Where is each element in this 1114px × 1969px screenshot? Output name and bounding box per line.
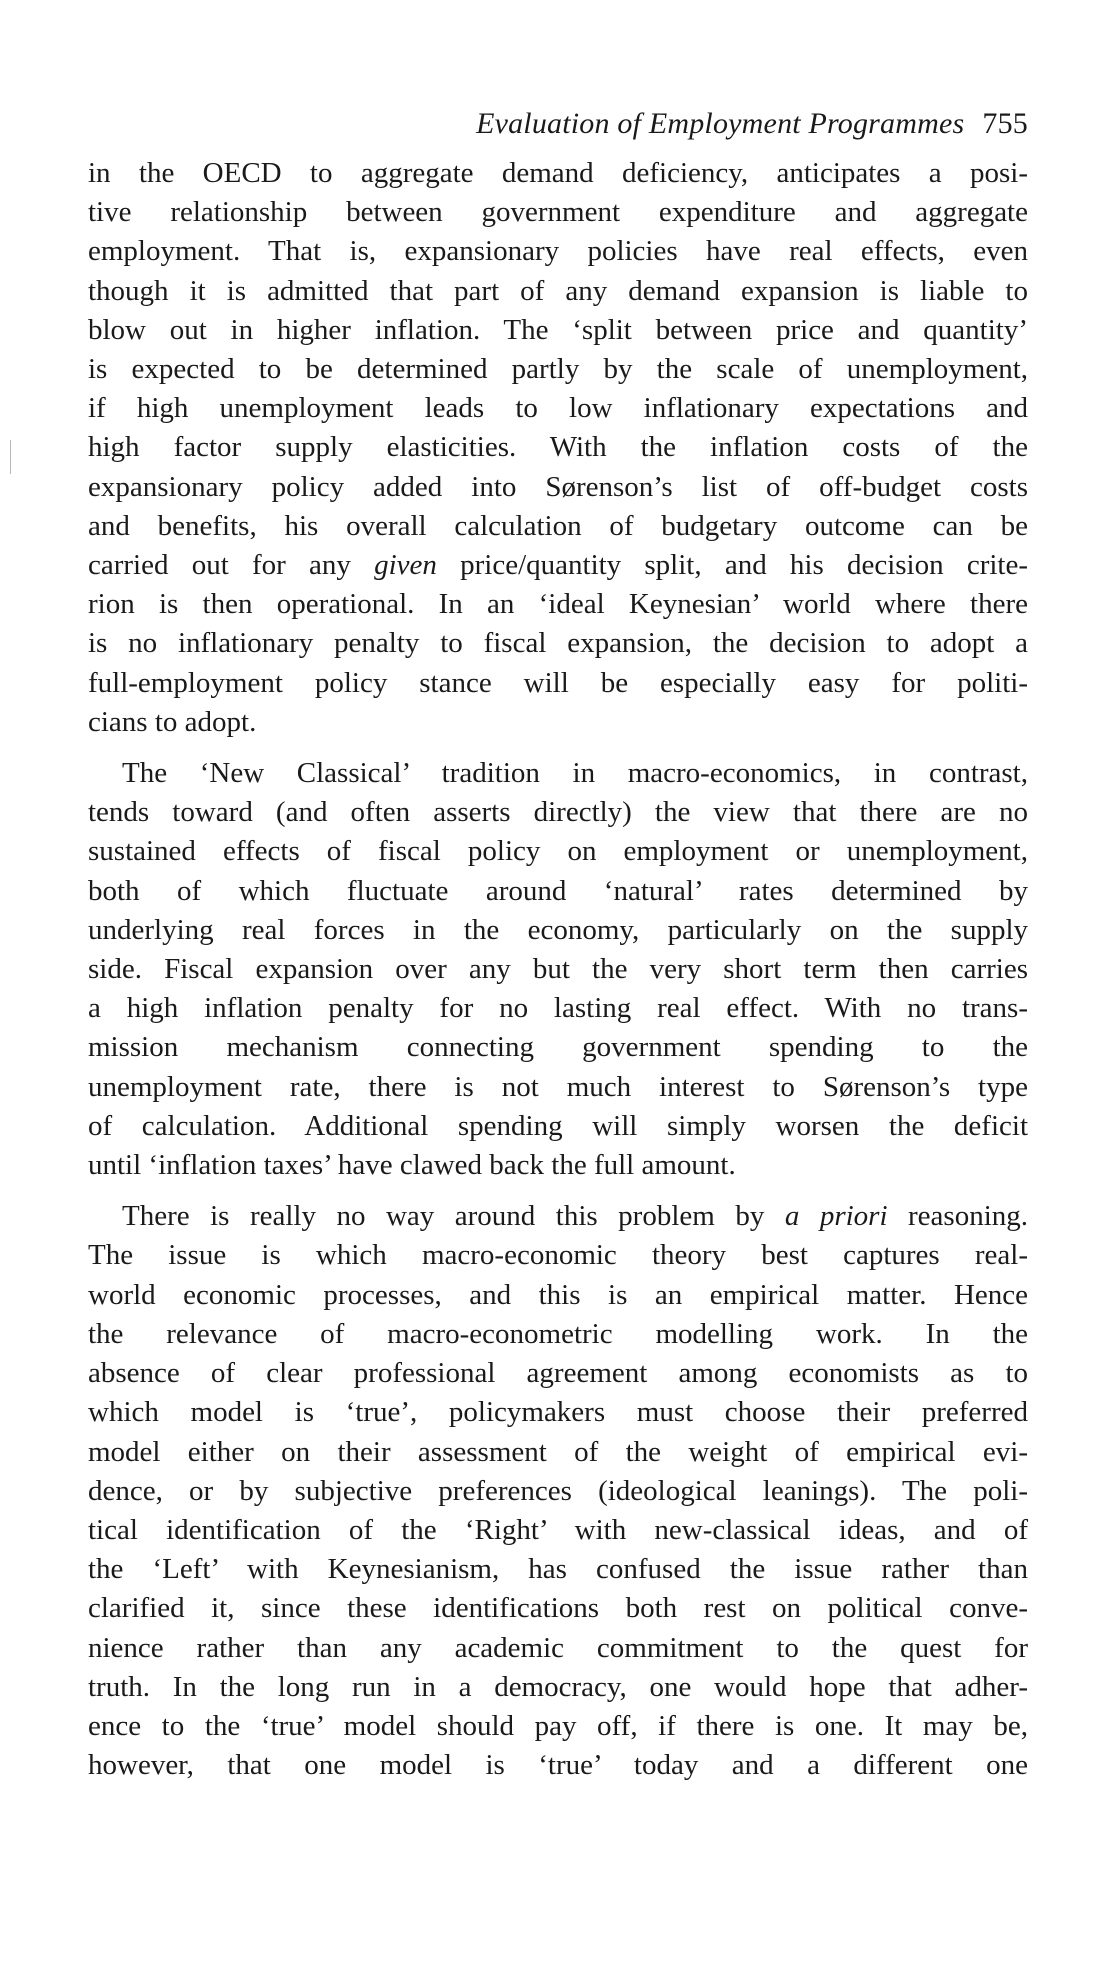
running-header [88, 104, 1028, 144]
text-line: truth. In the long run in a democracy, one would hope that adher- [88, 1670, 1028, 1703]
page-edge-mark [10, 440, 11, 474]
text-line: side. Fiscal expansion over any but the very short term then carries [88, 953, 1028, 986]
text-line: tends toward (and often asserts directly) the view that there are no [88, 796, 1028, 829]
text-line: unemployment rate, there is not much interest to Sørenson’s type [88, 1070, 1028, 1103]
page-number: 755 [982, 107, 1028, 140]
text-run: reasoning. [887, 1200, 1029, 1233]
text-line: nience rather than any academic commitment to the quest for [88, 1631, 1028, 1664]
text-line: and benefits, his overall calculation of budgetary outcome can be [88, 509, 1028, 542]
text-line: underlying real forces in the economy, particularly on the supply [88, 913, 1028, 946]
text-line: absence of clear professional agreement among economists as to [88, 1357, 1028, 1390]
text-line: both of which fluctuate around ‘natural’ rates determined by [88, 874, 1028, 907]
text-line: mission mechanism connecting government spending to the [88, 1031, 1028, 1064]
text-line: model either on their assessment of the weight of empirical evi- [88, 1435, 1028, 1468]
text-line: until ‘inflation taxes’ have clawed back the full amount. [88, 1149, 736, 1182]
text-line: is no inflationary penalty to fiscal expansion, the decision to adopt a [88, 627, 1028, 660]
text-line: is expected to be determined partly by the scale of unemployment, [88, 353, 1028, 386]
paragraph-2 [88, 754, 1028, 1185]
text-line: the relevance of macro-econometric modelling work. In the [88, 1317, 1028, 1350]
document-page [88, 104, 1028, 1785]
text-line: the ‘Left’ with Keynesianism, has confused the issue rather than [88, 1553, 1028, 1586]
text-line: however, that one model is ‘true’ today and a different one [88, 1749, 1028, 1782]
text-line: blow out in higher inflation. The ‘split between price and quantity’ [88, 313, 1028, 346]
italic-emphasis: given [374, 549, 437, 582]
italic-emphasis: a priori [784, 1200, 888, 1233]
paragraph-1 [88, 154, 1028, 742]
text-line: though it is admitted that part of any demand expansion is liable to [88, 274, 1028, 307]
text-line: sustained effects of fiscal policy on employment or unemployment, [88, 835, 1028, 868]
text-line: rion is then operational. In an ‘ideal Keynesian’ world where there [88, 588, 1028, 621]
text-line: ence to the ‘true’ model should pay off, if there is one. It may be, [88, 1709, 1028, 1742]
text-line: employment. That is, expansionary policies have real effects, even [88, 235, 1028, 268]
text-line: which model is ‘true’, policymakers must choose their preferred [88, 1396, 1028, 1429]
text-line: tive relationship between government expenditure and aggregate [88, 196, 1028, 229]
text-line: full-employment policy stance will be especially easy for politi- [88, 666, 1028, 699]
text-run: carried out for any [88, 549, 375, 582]
text-line: The ‘New Classical’ tradition in macro-economics, in contrast, [122, 757, 1028, 790]
text-line: in the OECD to aggregate demand deficiency, anticipates a posi- [88, 157, 1028, 189]
text-line [88, 546, 1028, 585]
text-line [88, 1197, 1028, 1236]
text-line: dence, or by subjective preferences (ideological leanings). The poli- [88, 1474, 1028, 1507]
text-line: if high unemployment leads to low inflationary expectations and [88, 392, 1028, 425]
text-line: expansionary policy added into Sørenson’s list of off-budget costs [88, 470, 1028, 503]
text-line: of calculation. Additional spending will simply worsen the deficit [88, 1109, 1028, 1142]
text-line: The issue is which macro-economic theory best captures real- [88, 1239, 1028, 1272]
text-line: tical identification of the ‘Right’ with new-classical ideas, and of [88, 1513, 1028, 1546]
text-line: high factor supply elasticities. With the inflation costs of the [88, 431, 1028, 464]
text-line: cians to adopt. [88, 705, 257, 738]
text-line: a high inflation penalty for no lasting real effect. With no trans- [88, 992, 1028, 1025]
running-header-title: Evaluation of Employment Programmes [476, 107, 965, 140]
text-line: world economic processes, and this is an empirical matter. Hence [88, 1278, 1028, 1311]
text-run: price/quantity split, and his decision crite- [436, 549, 1028, 582]
text-line: clarified it, since these identifications both rest on political conve- [88, 1592, 1028, 1625]
text-run: There is really no way around this problem by [122, 1200, 785, 1233]
paragraph-3 [88, 1197, 1028, 1785]
